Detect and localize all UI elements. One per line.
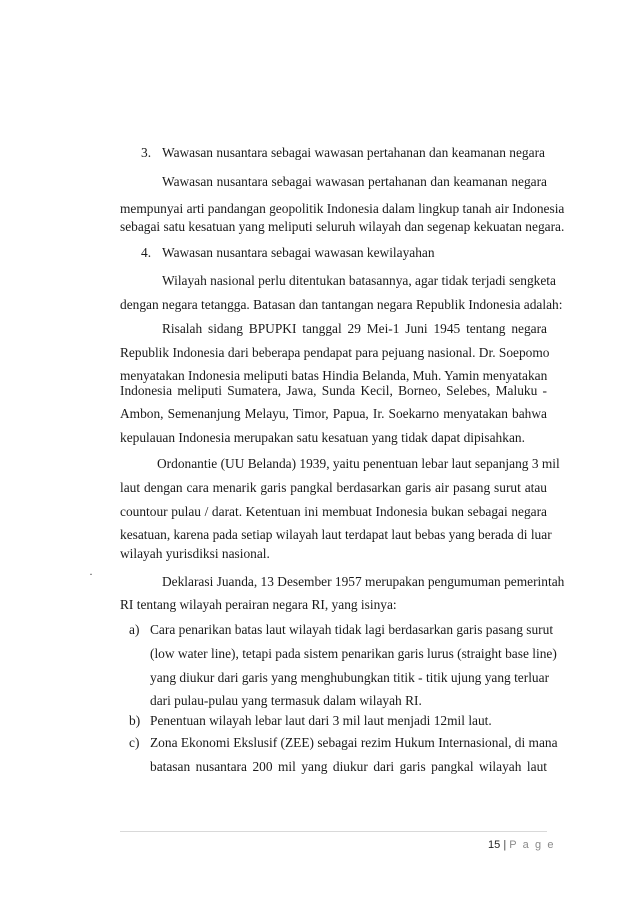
paragraph-line: Indonesia meliputi Sumatera, Jawa, Sunda Kecil, Borneo, Selebes, Maluku - xyxy=(120,383,547,398)
list-item-line: Zona Ekonomi Ekslusif (ZEE) sebagai rezim Hukum Internasional, di mana xyxy=(150,735,558,750)
list-item-line: batasan nusantara 200 mil yang diukur dari garis pangkal wilayah laut xyxy=(150,759,547,774)
paragraph-line: Wawasan nusantara sebagai wawasan pertahanan dan keamanan negara xyxy=(162,174,547,189)
footer-separator: | xyxy=(503,839,507,851)
paragraph-line: Republik Indonesia dari beberapa pendapat para pejuang nasional. Dr. Soepomo xyxy=(120,345,550,360)
stray-mark: · xyxy=(89,567,93,581)
paragraph-line: Ambon, Semenanjung Melayu, Timor, Papua, Ir. Soekarno menyatakan bahwa xyxy=(120,406,547,421)
page-number: 15 xyxy=(488,839,501,851)
list-item-line: dari pulau-pulau yang termasuk dalam wilayah RI. xyxy=(150,693,422,708)
list-item-line: Penentuan wilayah lebar laut dari 3 mil laut menjadi 12mil laut. xyxy=(150,713,492,728)
paragraph-line: Deklarasi Juanda, 13 Desember 1957 merupakan pengumuman pemerintah xyxy=(162,574,565,589)
paragraph-line: Wilayah nasional perlu ditentukan batasannya, agar tidak terjadi sengketa xyxy=(162,273,556,288)
paragraph-line: kepulauan Indonesia merupakan satu kesatuan yang tidak dapat dipisahkan. xyxy=(120,430,525,445)
footer-divider xyxy=(120,831,547,832)
paragraph-line: wilayah yurisdiksi nasional. xyxy=(120,546,270,561)
list-item-line: (low water line), tetapi pada sistem penarikan garis lurus (straight base line) xyxy=(150,646,557,661)
paragraph-line: sebagai satu kesatuan yang meliputi seluruh wilayah dan segenap kekuatan negara. xyxy=(120,219,565,234)
paragraph-line: mempunyai arti pandangan geopolitik Indonesia dalam lingkup tanah air Indonesia xyxy=(120,201,565,216)
paragraph-line: kesatuan, karena pada setiap wilayah laut terdapat laut bebas yang berada di luar xyxy=(120,527,552,542)
list-marker: c) xyxy=(129,735,140,750)
paragraph-line: Risalah sidang BPUPKI tanggal 29 Mei-1 Juni 1945 tentang negara xyxy=(162,321,547,336)
section-heading: Wawasan nusantara sebagai wawasan kewilayahan xyxy=(162,245,435,260)
paragraph-line: menyatakan Indonesia meliputi batas Hindia Belanda, Muh. Yamin menyatakan xyxy=(120,368,548,383)
section-heading: Wawasan nusantara sebagai wawasan pertahanan dan keamanan negara xyxy=(162,145,545,160)
paragraph-line: Ordonantie (UU Belanda) 1939, yaitu penentuan lebar laut sepanjang 3 mil xyxy=(157,456,560,471)
page-label: P a g e xyxy=(509,839,556,851)
list-number: 3. xyxy=(141,145,152,160)
paragraph-line: laut dengan cara menarik garis pangkal berdasarkan garis air pasang surut atau xyxy=(120,480,547,495)
list-marker: b) xyxy=(129,713,141,728)
page-footer xyxy=(488,838,555,852)
paragraph-line: dengan negara tetangga. Batasan dan tantangan negara Republik Indonesia adalah: xyxy=(120,297,563,312)
list-marker: a) xyxy=(129,622,140,637)
paragraph-line: countour pulau / darat. Ketentuan ini membuat Indonesia bukan sebagai negara xyxy=(120,504,547,519)
list-number: 4. xyxy=(141,245,152,260)
list-item-line: Cara penarikan batas laut wilayah tidak lagi berdasarkan garis pasang surut xyxy=(150,622,554,637)
list-item-line: yang diukur dari garis yang menghubungkan titik - titik ujung yang terluar xyxy=(150,670,550,685)
paragraph-line: RI tentang wilayah perairan negara RI, yang isinya: xyxy=(120,597,397,612)
